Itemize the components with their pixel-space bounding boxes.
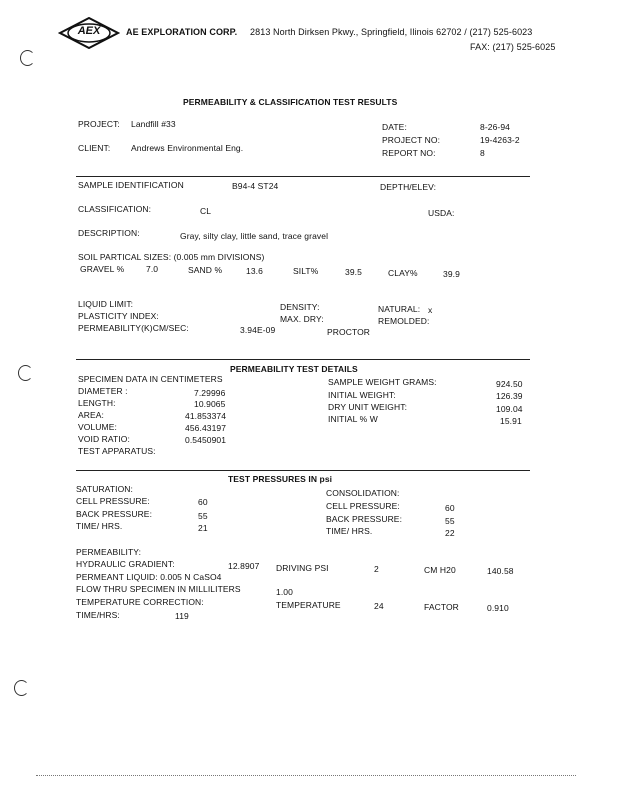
flow-label: FLOW THRU SPECIMEN IN MILLILITERS xyxy=(76,584,241,594)
volume-label: VOLUME: xyxy=(78,422,117,432)
temperature-label: TEMPERATURE xyxy=(276,600,341,610)
cm-h2o-label: CM H20 xyxy=(424,565,456,575)
diameter-value: 7.29996 xyxy=(194,388,226,398)
logo-text: AEX xyxy=(77,25,101,37)
hydraulic-gradient-label: HYDRAULIC GRADIENT: xyxy=(76,559,175,569)
hole-punch-bottom xyxy=(14,680,29,696)
classification-value: CL xyxy=(200,206,212,216)
scan-artifact-dots xyxy=(36,775,576,776)
consolidation-label: CONSOLIDATION: xyxy=(326,488,400,498)
natural-label: NATURAL: xyxy=(378,304,421,314)
permeability-label: PERMEABILITY: xyxy=(76,547,142,557)
driving-psi-label: DRIVING PSI xyxy=(276,563,329,573)
saturation-label: SATURATION: xyxy=(76,484,133,494)
diameter-label: DIAMETER : xyxy=(78,386,128,396)
description-label: DESCRIPTION: xyxy=(78,228,140,238)
cell-pressure-value: 60 xyxy=(198,497,208,507)
factor-label: FACTOR xyxy=(424,602,459,612)
remolded-label: REMOLDED: xyxy=(378,316,430,326)
temperature-correction-label: TEMPERATURE CORRECTION: xyxy=(76,597,204,607)
pressures-title: TEST PRESSURES IN psi xyxy=(228,474,333,484)
driving-psi-value: 2 xyxy=(374,564,379,574)
divider xyxy=(76,470,530,471)
clay-value: 39.9 xyxy=(443,269,460,279)
project-value: Landfill #33 xyxy=(131,119,176,129)
time-hrs-value: 21 xyxy=(198,523,208,533)
initial-w-value: 15.91 xyxy=(500,416,522,426)
void-ratio-label: VOID RATIO: xyxy=(78,434,130,444)
description-value: Gray, silty clay, little sand, trace gravel xyxy=(180,231,329,241)
sand-value: 13.6 xyxy=(246,266,263,276)
volume-value: 456.43197 xyxy=(185,423,227,433)
particle-sizes-label: SOIL PARTICAL SIZES: (0.005 mm DIVISIONS) xyxy=(78,252,265,262)
proctor-label: PROCTOR xyxy=(327,327,371,337)
back-pressure-value: 55 xyxy=(198,511,208,521)
liquid-limit-label: LIQUID LIMIT: xyxy=(78,299,134,309)
usda-label: USDA: xyxy=(428,208,455,218)
depth-label: DEPTH/ELEV: xyxy=(380,182,437,192)
factor-value: 0.910 xyxy=(487,603,509,613)
sample-id-value: B94-4 ST24 xyxy=(232,181,279,191)
project-label: PROJECT: xyxy=(78,119,120,129)
length-label: LENGTH: xyxy=(78,398,116,408)
gravel-label: GRAVEL % xyxy=(80,264,125,274)
company-address: 2813 North Dirksen Pkwy., Springfield, Ilinois 62702 / (217) 525-6023 xyxy=(250,27,533,37)
gravel-value: 7.0 xyxy=(146,264,159,274)
consol-time-hrs-label: TIME/ HRS. xyxy=(326,526,373,536)
report-no-label: REPORT NO: xyxy=(382,148,436,158)
consol-time-hrs-value: 22 xyxy=(445,528,455,538)
initial-w-label: INITIAL % W xyxy=(328,414,378,424)
initial-weight-value: 126.39 xyxy=(496,391,523,401)
report-title: PERMEABILITY & CLASSIFICATION TEST RESULTS xyxy=(183,97,398,107)
sample-id-label: SAMPLE IDENTIFICATION xyxy=(78,180,184,190)
sample-weight-value: 924.50 xyxy=(496,379,523,389)
consol-back-pressure-label: BACK PRESSURE: xyxy=(326,514,403,524)
divider xyxy=(76,176,530,177)
company-name: AE EXPLORATION CORP. xyxy=(126,27,238,37)
silt-label: SILT% xyxy=(293,266,319,276)
hydraulic-gradient-value: 12.8907 xyxy=(228,561,260,571)
hole-punch-top xyxy=(20,50,35,66)
apparatus-label: TEST APPARATUS: xyxy=(78,446,156,456)
permeability-k-label: PERMEABILITY(K)CM/SEC: xyxy=(78,323,189,333)
classification-label: CLASSIFICATION: xyxy=(78,204,152,214)
plasticity-index-label: PLASTICITY INDEX: xyxy=(78,311,159,321)
initial-weight-label: INITIAL WEIGHT: xyxy=(328,390,396,400)
details-title: PERMEABILITY TEST DETAILS xyxy=(230,364,358,374)
hole-punch-middle xyxy=(18,365,33,381)
permeant-liquid-label: PERMEANT LIQUID: 0.005 N CaSO4 xyxy=(76,572,222,582)
divider xyxy=(76,359,530,360)
back-pressure-label: BACK PRESSURE: xyxy=(76,509,153,519)
silt-value: 39.5 xyxy=(345,267,362,277)
project-no-value: 19-4263-2 xyxy=(480,135,520,145)
sample-weight-label: SAMPLE WEIGHT GRAMS: xyxy=(328,377,437,387)
density-label: DENSITY: xyxy=(280,302,320,312)
time-hrs-permeability-label: TIME/HRS: xyxy=(76,610,120,620)
project-no-label: PROJECT NO: xyxy=(382,135,441,145)
flow-value: 1.00 xyxy=(276,587,293,597)
consol-cell-pressure-label: CELL PRESSURE: xyxy=(326,501,400,511)
sand-label: SAND % xyxy=(188,265,223,275)
cm-h2o-value: 140.58 xyxy=(487,566,514,576)
dry-unit-weight-value: 109.04 xyxy=(496,404,523,414)
specimen-label: SPECIMEN DATA IN CENTIMETERS xyxy=(78,374,223,384)
date-value: 8-26-94 xyxy=(480,122,510,132)
cell-pressure-label: CELL PRESSURE: xyxy=(76,496,150,506)
area-label: AREA: xyxy=(78,410,105,420)
client-value: Andrews Environmental Eng. xyxy=(131,143,244,153)
consol-cell-pressure-value: 60 xyxy=(445,503,455,513)
consol-back-pressure-value: 55 xyxy=(445,516,455,526)
report-no-value: 8 xyxy=(480,148,485,158)
natural-value: x xyxy=(428,305,433,315)
temperature-value: 24 xyxy=(374,601,384,611)
client-label: CLIENT: xyxy=(78,143,111,153)
time-hrs-permeability-value: 119 xyxy=(175,611,189,621)
company-fax: FAX: (217) 525-6025 xyxy=(470,42,556,52)
max-dry-label: MAX. DRY: xyxy=(280,314,324,324)
dry-unit-weight-label: DRY UNIT WEIGHT: xyxy=(328,402,408,412)
area-value: 41.853374 xyxy=(185,411,227,421)
clay-label: CLAY% xyxy=(388,268,418,278)
date-label: DATE: xyxy=(382,122,407,132)
time-hrs-label: TIME/ HRS. xyxy=(76,521,123,531)
length-value: 10.9065 xyxy=(194,399,226,409)
void-ratio-value: 0.5450901 xyxy=(185,435,227,445)
permeability-k-value: 3.94E-09 xyxy=(240,325,276,335)
